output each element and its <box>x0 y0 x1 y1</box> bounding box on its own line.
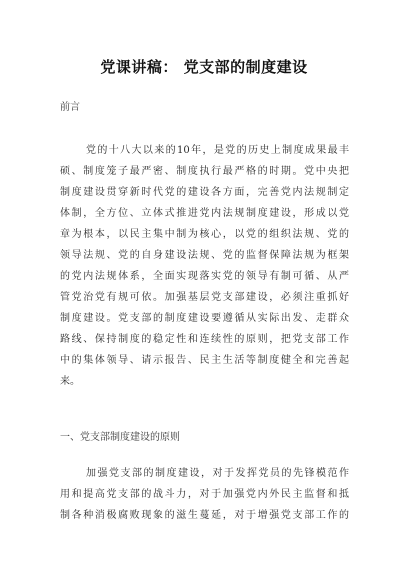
paragraph-line: 管党治党有规可依。加强基层党支部建设，必须注重抓好 <box>60 292 349 303</box>
paragraph-principles <box>60 463 349 526</box>
paragraph-line: 路线、保持制度的稳定性和连续性的原则，把党支部工作 <box>60 334 349 345</box>
paragraph-line: 用和提高党支部的战斗力，对于加强党内外民主监督和抵 <box>60 489 349 500</box>
section-heading: 一、党支部制度建设的原则 <box>60 432 180 443</box>
paragraph-line: 章为根本，以民主集中制为核心，以党的组织法规、党的 <box>60 229 349 240</box>
paragraph-line: 的党内法规体系，全面实现落实党的领导有制可循、从严 <box>60 271 349 282</box>
paragraph-line: 来。 <box>60 376 80 387</box>
paragraph-line: 党的十八大以来的10年，是党的历史上制度成果最丰 <box>86 145 349 156</box>
paragraph-line: 体制，全方位、立体式推进党内法规制度建设，形成以党 <box>60 208 349 219</box>
paragraph-line: 中的集体领导、请示报告、民主生活等制度健全和完善起 <box>60 355 349 366</box>
preface-label: 前言 <box>60 102 80 113</box>
paragraph-line: 制度建设贯穿新时代党的建设各方面，完善党内法规制定 <box>60 187 349 198</box>
paragraph-intro <box>60 140 349 392</box>
paragraph-line: 领导法规、党的自身建设法规、党的监督保障法规为框架 <box>60 250 349 261</box>
paragraph-line: 硕、制度笼子最严密、制度执行最严格的时期。党中央把 <box>60 166 349 177</box>
document-title: 党课讲稿： 党支部的制度建设 <box>100 58 308 76</box>
paragraph-line: 加强党支部的制度建设，对于发挥党员的先锋模范作 <box>86 468 349 479</box>
paragraph-line: 制各种消极腐败现象的滋生蔓延，对于增强党支部工作的 <box>60 510 349 521</box>
paragraph-line: 制度建设。党支部的制度建设要遵循从实际出发、走群众 <box>60 313 349 324</box>
